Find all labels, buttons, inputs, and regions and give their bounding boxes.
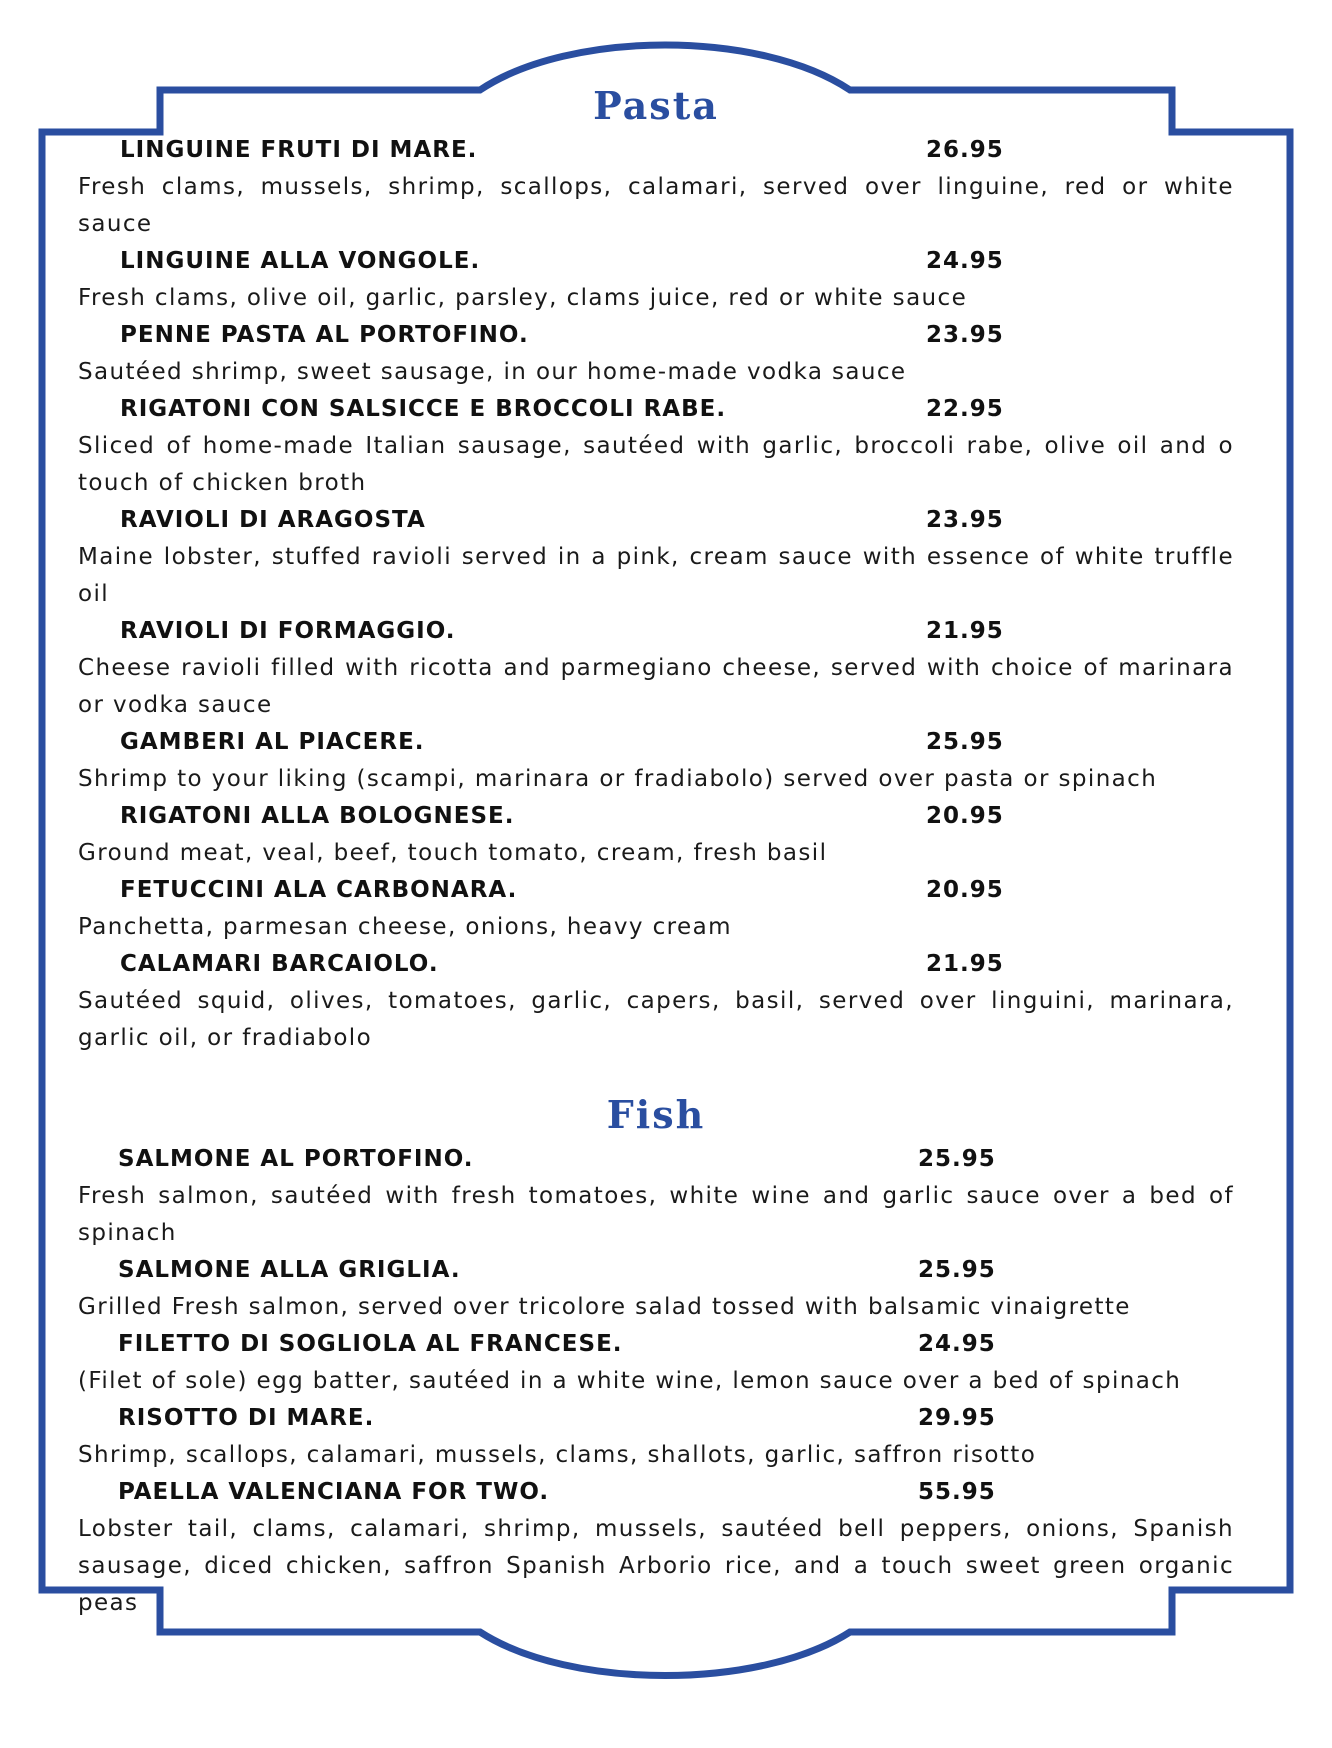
- item-description: Cheese ravioli filled with ricotta and parmegiano cheese, served with choice of marinara or vodka sauce: [78, 655, 1234, 718]
- menu-item: [78, 1474, 1234, 1622]
- menu-item: [78, 946, 1234, 1057]
- item-price: 25.95: [918, 1146, 996, 1172]
- menu-item: [78, 391, 1234, 502]
- item-price: 21.95: [926, 618, 1004, 644]
- item-description: Maine lobster, stuffed ravioli served in a pink, cream sauce with essence of white truffle oil: [78, 544, 1234, 607]
- item-description: Fresh salmon, sautéed with fresh tomatoes, white wine and garlic sauce over a bed of spinach: [78, 1183, 1234, 1246]
- item-description: Ground meat, veal, beef, touch tomato, cream, fresh basil: [78, 840, 828, 866]
- item-name: RAVIOLI DI FORMAGGIO.: [120, 618, 456, 644]
- item-description: Sautéed squid, olives, tomatoes, garlic, capers, basil, served over linguini, marinara, garlic oil, or fradiabolo: [78, 988, 1234, 1051]
- menu-item: [78, 1400, 1234, 1474]
- menu-item: [78, 317, 1234, 391]
- menu-item: [78, 1141, 1234, 1252]
- menu-item: [78, 724, 1234, 798]
- item-name: PENNE PASTA AL PORTOFINO.: [120, 322, 529, 348]
- item-description: Shrimp, scallops, calamari, mussels, clams, shallots, garlic, saffron risotto: [78, 1442, 1037, 1468]
- item-description: Lobster tail, clams, calamari, shrimp, mussels, sautéed bell peppers, onions, Spanish sausage, diced chicken, saffron Spanish Arborio rice, and a touch sweet green organic peas: [78, 1516, 1234, 1616]
- item-name: LINGUINE ALLA VONGOLE.: [120, 248, 481, 274]
- menu-item: [78, 132, 1234, 243]
- item-name: RAVIOLI DI ARAGOSTA: [120, 507, 426, 533]
- item-price: 29.95: [918, 1405, 996, 1431]
- item-name: SALMONE ALLA GRIGLIA.: [118, 1257, 461, 1283]
- item-price: 21.95: [926, 951, 1004, 977]
- item-name: FILETTO DI SOGLIOLA AL FRANCESE.: [118, 1331, 623, 1357]
- item-description: Panchetta, parmesan cheese, onions, heavy cream: [78, 914, 732, 940]
- menu-item: [78, 613, 1234, 724]
- item-description: Sautéed shrimp, sweet sausage, in our home-made vodka sauce: [78, 359, 907, 385]
- item-price: 20.95: [926, 803, 1004, 829]
- menu-item: [78, 872, 1234, 946]
- item-price: 26.95: [926, 137, 1004, 163]
- item-description: Fresh clams, olive oil, garlic, parsley, clams juice, red or white sauce: [78, 285, 968, 311]
- menu-item: [78, 243, 1234, 317]
- item-name: RIGATONI ALLA BOLOGNESE.: [120, 803, 515, 829]
- item-name: RISOTTO DI MARE.: [118, 1405, 375, 1431]
- item-name: PAELLA VALENCIANA FOR TWO.: [118, 1479, 550, 1505]
- item-price: 22.95: [926, 396, 1004, 422]
- menu-item: [78, 1252, 1234, 1326]
- menu-item: [78, 502, 1234, 613]
- menu-item: [78, 798, 1234, 872]
- item-name: GAMBERI AL PIACERE.: [120, 729, 425, 755]
- menu-item: [78, 1326, 1234, 1400]
- item-price: 23.95: [926, 507, 1004, 533]
- item-name: CALAMARI BARCAIOLO.: [120, 951, 439, 977]
- fish-heading: Fish: [606, 1092, 706, 1137]
- menu-content: [78, 80, 1234, 1622]
- item-price: 25.95: [918, 1257, 996, 1283]
- item-name: SALMONE AL PORTOFINO.: [118, 1146, 474, 1172]
- fish-section: [78, 1089, 1234, 1622]
- item-description: Fresh clams, mussels, shrimp, scallops, calamari, served over linguine, red or white sauce: [78, 174, 1234, 237]
- item-name: RIGATONI CON SALSICCE E BROCCOLI RABE.: [120, 396, 727, 422]
- item-description: Shrimp to your liking (scampi, marinara or fradiabolo) served over pasta or spinach: [78, 766, 1158, 792]
- item-name: LINGUINE FRUTI DI MARE.: [120, 137, 478, 163]
- item-price: 20.95: [926, 877, 1004, 903]
- pasta-section: [78, 80, 1234, 1057]
- item-price: 55.95: [918, 1479, 996, 1505]
- item-description: Grilled Fresh salmon, served over tricolore salad tossed with balsamic vinaigrette: [78, 1294, 1131, 1320]
- pasta-heading: Pasta: [593, 83, 719, 128]
- item-description: (Filet of sole) egg batter, sautéed in a white wine, lemon sauce over a bed of spinach: [78, 1368, 1182, 1394]
- item-price: 24.95: [926, 248, 1004, 274]
- item-description: Sliced of home-made Italian sausage, sautéed with garlic, broccoli rabe, olive oil and o touch of chicken broth: [78, 433, 1234, 496]
- item-price: 24.95: [918, 1331, 996, 1357]
- item-name: FETUCCINI ALA CARBONARA.: [120, 877, 518, 903]
- item-price: 25.95: [926, 729, 1004, 755]
- item-price: 23.95: [926, 322, 1004, 348]
